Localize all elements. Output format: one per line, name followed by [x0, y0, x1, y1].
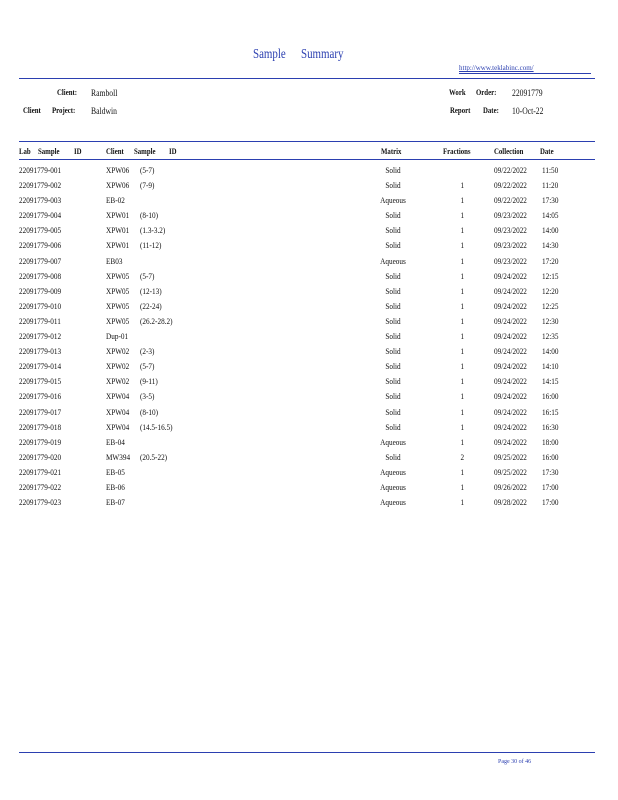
matrix: Solid	[385, 225, 401, 236]
matrix: Aqueous	[380, 481, 406, 492]
lab-sample-id: 22091779-006	[19, 240, 62, 251]
col-lab-2: Sample	[38, 147, 60, 156]
matrix: Aqueous	[380, 497, 406, 508]
table-row	[0, 361, 618, 376]
client-sample-id: XPW04	[106, 421, 130, 432]
collection-time: 17:00	[542, 481, 559, 492]
client-sample-depth: (14.5-16.5)	[140, 421, 173, 432]
lab-sample-id: 22091779-007	[19, 255, 62, 266]
lab-sample-id: 22091779-013	[19, 346, 62, 357]
table-row	[0, 271, 618, 286]
collection-time: 16:30	[542, 421, 559, 432]
matrix: Solid	[385, 331, 401, 342]
fractions: 1	[460, 466, 465, 477]
table-row	[0, 391, 618, 406]
collection-time: 12:15	[542, 270, 559, 281]
client-sample-depth: (20.5-22)	[140, 451, 168, 462]
title-summary: Summary	[301, 47, 344, 62]
collection-date: 09/24/2022	[494, 331, 527, 342]
table-row	[0, 452, 618, 467]
client-sample-id: XPW02	[106, 376, 130, 387]
fractions: 1	[460, 331, 465, 342]
fractions: 1	[460, 180, 465, 191]
col-matrix: Matrix	[381, 147, 402, 156]
collection-time: 17:30	[542, 195, 559, 206]
client-sample-id: XPW01	[106, 210, 130, 221]
collection-time: 11:20	[542, 180, 559, 191]
collection-time: 16:15	[542, 406, 559, 417]
client-sample-id: XPW01	[106, 225, 130, 236]
fractions: 1	[460, 285, 465, 296]
collection-time: 12:30	[542, 315, 559, 326]
client-sample-id: XPW05	[106, 285, 130, 296]
footer-divider	[19, 752, 595, 753]
report-date-value: 10-Oct-22	[512, 106, 544, 116]
collection-date: 09/24/2022	[494, 315, 527, 326]
collection-date: 09/23/2022	[494, 225, 527, 236]
client-sample-id: XPW05	[106, 300, 130, 311]
lab-sample-id: 22091779-023	[19, 497, 62, 508]
matrix: Aqueous	[380, 195, 406, 206]
collection-date: 09/24/2022	[494, 346, 527, 357]
lab-sample-id: 22091779-019	[19, 436, 62, 447]
matrix: Solid	[385, 285, 401, 296]
lab-sample-id: 22091779-001	[19, 165, 62, 175]
client-sample-depth: (26.2-28.2)	[140, 315, 173, 326]
collection-date: 09/24/2022	[494, 300, 527, 311]
lab-sample-id: 22091779-018	[19, 421, 62, 432]
fractions: 1	[460, 376, 465, 387]
matrix: Solid	[385, 300, 401, 311]
matrix: Solid	[385, 406, 401, 417]
col-fractions: Fractions	[443, 147, 471, 156]
collection-time: 14:05	[542, 210, 559, 221]
collection-time: 17:00	[542, 497, 559, 508]
collection-date: 09/22/2022	[494, 195, 527, 206]
collection-time: 11:50	[542, 165, 559, 175]
fractions: 1	[460, 391, 465, 402]
table-row	[0, 195, 618, 210]
client-sample-depth: (22-24)	[140, 300, 162, 311]
lab-sample-id: 22091779-002	[19, 180, 62, 191]
fractions: 1	[460, 240, 465, 251]
collection-time: 16:00	[542, 451, 559, 462]
lab-sample-id: 22091779-021	[19, 466, 62, 477]
lab-sample-id: 22091779-012	[19, 331, 62, 342]
work-order-label-1: Work	[449, 88, 466, 97]
collection-time: 12:25	[542, 300, 559, 311]
fractions: 1	[460, 300, 465, 311]
fractions: 1	[460, 361, 465, 372]
client-sample-id: XPW02	[106, 346, 130, 357]
sample-table	[0, 165, 618, 512]
lab-sample-id: 22091779-010	[19, 300, 62, 311]
lab-sample-id: 22091779-004	[19, 210, 62, 221]
lab-sample-id: 22091779-008	[19, 270, 62, 281]
client-sample-id: EB-02	[106, 195, 125, 206]
client-label: Client:	[57, 88, 78, 97]
table-row	[0, 301, 618, 316]
collection-date: 09/23/2022	[494, 255, 527, 266]
col-date: Date	[540, 147, 554, 156]
lab-sample-id: 22091779-022	[19, 481, 62, 492]
lab-sample-id: 22091779-017	[19, 406, 62, 417]
table-row	[0, 437, 618, 452]
client-sample-id: XPW01	[106, 240, 130, 251]
project-label-1: Client	[23, 106, 41, 115]
table-row	[0, 422, 618, 437]
fractions: 1	[460, 406, 465, 417]
fractions: 1	[460, 195, 465, 206]
work-order-label-2: Order:	[476, 88, 497, 97]
client-sample-depth: (3-5)	[140, 391, 155, 402]
client-sample-id: EB-04	[106, 436, 125, 447]
lab-sample-id: 22091779-009	[19, 285, 62, 296]
fractions: 1	[460, 255, 465, 266]
collection-time: 17:30	[542, 466, 559, 477]
table-row	[0, 346, 618, 361]
column-header-divider	[19, 159, 595, 160]
collection-date: 09/26/2022	[494, 481, 527, 492]
url-underline	[459, 73, 591, 74]
client-sample-depth: (5-7)	[140, 165, 155, 175]
client-sample-id: XPW06	[106, 165, 130, 175]
lab-website-link[interactable]: http://www.teklabinc.com/	[459, 64, 534, 72]
collection-date: 09/24/2022	[494, 421, 527, 432]
collection-date: 09/25/2022	[494, 466, 527, 477]
matrix: Solid	[385, 240, 401, 251]
collection-time: 12:35	[542, 331, 559, 342]
matrix: Solid	[385, 346, 401, 357]
collection-date: 09/24/2022	[494, 270, 527, 281]
report-date-label-1: Report	[450, 106, 471, 115]
client-sample-id: EB-07	[106, 497, 125, 508]
collection-time: 18:00	[542, 436, 559, 447]
fractions: 2	[460, 451, 465, 462]
lab-sample-id: 22091779-003	[19, 195, 62, 206]
table-row	[0, 180, 618, 195]
client-sample-id: XPW02	[106, 361, 130, 372]
collection-date: 09/24/2022	[494, 406, 527, 417]
lab-sample-id: 22091779-016	[19, 391, 62, 402]
client-sample-depth: (2-3)	[140, 346, 155, 357]
lab-sample-id: 22091779-014	[19, 361, 62, 372]
collection-time: 14:15	[542, 376, 559, 387]
client-sample-id: EB-06	[106, 481, 125, 492]
client-sample-id: MW394	[106, 451, 131, 462]
fractions: 1	[460, 225, 465, 236]
col-collection: Collection	[494, 147, 524, 156]
collection-date: 09/24/2022	[494, 391, 527, 402]
col-lab-3: ID	[74, 147, 82, 156]
client-sample-depth: (5-7)	[140, 270, 155, 281]
client-sample-depth: (8-10)	[140, 406, 159, 417]
page-number: Page 30 of 46	[498, 759, 532, 765]
col-lab-1: Lab	[19, 147, 31, 156]
table-row	[0, 210, 618, 225]
table-row	[0, 165, 618, 180]
matrix: Solid	[385, 451, 401, 462]
collection-date: 09/23/2022	[494, 240, 527, 251]
client-sample-depth: (12-13)	[140, 285, 162, 296]
collection-date: 09/22/2022	[494, 180, 527, 191]
collection-date: 09/23/2022	[494, 210, 527, 221]
col-client-2: Sample	[134, 147, 156, 156]
lab-sample-id: 22091779-020	[19, 451, 62, 462]
table-row	[0, 482, 618, 497]
table-row	[0, 240, 618, 255]
fractions: 1	[460, 481, 465, 492]
collection-date: 09/24/2022	[494, 285, 527, 296]
lab-sample-id: 22091779-011	[19, 315, 61, 326]
client-sample-depth: (5-7)	[140, 361, 155, 372]
lab-sample-id: 22091779-015	[19, 376, 62, 387]
client-sample-id: XPW04	[106, 406, 130, 417]
collection-time: 14:00	[542, 225, 559, 236]
fractions: 1	[460, 436, 465, 447]
header-divider-bottom	[19, 141, 595, 142]
matrix: Aqueous	[380, 436, 406, 447]
client-sample-id: EB03	[106, 255, 123, 266]
project-label-2: Project:	[52, 106, 76, 115]
fractions: 1	[460, 346, 465, 357]
matrix: Solid	[385, 165, 401, 175]
matrix: Solid	[385, 315, 401, 326]
matrix: Solid	[385, 376, 401, 387]
table-row	[0, 256, 618, 271]
table-row	[0, 376, 618, 391]
collection-date: 09/24/2022	[494, 376, 527, 387]
col-client-1: Client	[106, 147, 124, 156]
table-row	[0, 407, 618, 422]
client-sample-id: XPW05	[106, 270, 130, 281]
matrix: Solid	[385, 391, 401, 402]
matrix: Solid	[385, 270, 401, 281]
project-value: Baldwin	[91, 106, 117, 116]
collection-time: 16:00	[542, 391, 559, 402]
collection-date: 09/28/2022	[494, 497, 527, 508]
client-sample-id: EB-05	[106, 466, 125, 477]
table-row	[0, 467, 618, 482]
collection-time: 14:10	[542, 361, 559, 372]
fractions: 1	[460, 270, 465, 281]
collection-date: 09/22/2022	[494, 165, 527, 175]
lab-sample-id: 22091779-005	[19, 225, 62, 236]
table-row	[0, 225, 618, 240]
client-sample-id: Dup-01	[106, 331, 129, 342]
collection-time: 14:00	[542, 346, 559, 357]
table-row	[0, 286, 618, 301]
client-sample-id: XPW05	[106, 315, 130, 326]
collection-time: 12:20	[542, 285, 559, 296]
fractions: 1	[460, 315, 465, 326]
client-sample-depth: (7-9)	[140, 180, 155, 191]
work-order-value: 22091779	[512, 88, 543, 98]
matrix: Solid	[385, 361, 401, 372]
collection-time: 17:20	[542, 255, 559, 266]
title-sample: Sample	[253, 47, 286, 62]
matrix: Aqueous	[380, 255, 406, 266]
fractions: 1	[460, 210, 465, 221]
client-sample-depth: (8-10)	[140, 210, 159, 221]
report-date-label-2: Date:	[483, 106, 499, 115]
matrix: Solid	[385, 421, 401, 432]
client-sample-id: XPW06	[106, 180, 130, 191]
fractions: 1	[460, 497, 465, 508]
client-value: Ramboll	[91, 88, 118, 98]
fractions: 1	[460, 421, 465, 432]
header-divider-top	[19, 78, 595, 79]
client-sample-depth: (11-12)	[140, 240, 162, 251]
table-row	[0, 331, 618, 346]
collection-date: 09/24/2022	[494, 361, 527, 372]
collection-date: 09/24/2022	[494, 436, 527, 447]
matrix: Solid	[385, 180, 401, 191]
client-sample-depth: (9-11)	[140, 376, 158, 387]
table-row	[0, 316, 618, 331]
client-sample-id: XPW04	[106, 391, 130, 402]
matrix: Aqueous	[380, 466, 406, 477]
client-sample-depth: (1.3-3.2)	[140, 225, 166, 236]
table-row	[0, 497, 618, 512]
collection-date: 09/25/2022	[494, 451, 527, 462]
matrix: Solid	[385, 210, 401, 221]
col-client-3: ID	[169, 147, 177, 156]
collection-time: 14:30	[542, 240, 559, 251]
